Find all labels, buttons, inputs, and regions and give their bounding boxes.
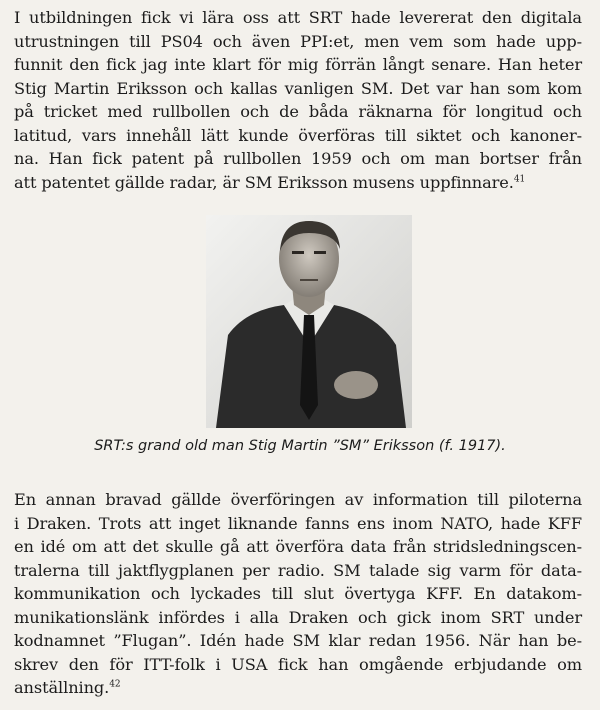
text-line: en idé om att det skulle gå att överföra data från stridsledningscen-	[14, 537, 582, 556]
text-line: I utbildningen fick vi lära oss att SRT hade levererat den digitala	[14, 8, 582, 27]
text-line: Stig Martin Eriksson och kallas vanligen SM. Det var han som kom	[14, 78, 582, 98]
text-line: munikationslänk infördes i alla Draken och gick inom SRT under	[14, 607, 582, 627]
text-line: utrustningen till PS04 och även PPI:et, men vem som hade upp-	[14, 31, 582, 51]
paragraph-1	[14, 6, 582, 194]
text-line: kodnamnet ”Flugan”. Idén hade SM klar redan 1956. När han be-	[14, 631, 582, 650]
text-line: En annan bravad gällde överföringen av information till piloterna	[14, 490, 582, 509]
photo-caption: SRT:s grand old man Stig Martin ”SM” Eriksson (f. 1917).	[94, 438, 506, 454]
text-line-content: att patentet gällde radar, är SM Eriksson musens uppfinnare.	[14, 172, 514, 192]
text-line: funnit den fick jag inte klart för mig förrän långt senare. Han heter	[14, 55, 582, 74]
text-line: latitud, vars innehåll lätt kunde överföras till siktet och kanoner-	[14, 125, 582, 145]
footnote-marker: 41	[513, 174, 526, 185]
footnote-marker: 42	[109, 679, 121, 690]
text-line: kommunikation och lyckades till slut övertyga KFF. En datakom-	[14, 584, 582, 603]
text-line: tralerna till jaktflygplanen per radio. SM talade sig varm för data-	[14, 560, 582, 580]
portrait-photo	[206, 215, 412, 428]
portrait-photo-icon	[206, 215, 412, 428]
text-line-last	[14, 676, 582, 700]
text-line: på tricket med rullbollen och de båda räknarna för longitud och	[14, 102, 582, 121]
text-line-last	[14, 171, 582, 195]
text-line: i Draken. Trots att inget liknande fanns ens inom NATO, hade KFF	[14, 513, 582, 533]
paragraph-2	[14, 488, 582, 700]
text-line-content: anställning.	[14, 678, 110, 697]
text-line: skrev den för ITT-folk i USA fick han omgående erbjudande om	[14, 654, 582, 674]
text-line: na. Han fick patent på rullbollen 1959 och om man bortser från	[14, 149, 582, 168]
